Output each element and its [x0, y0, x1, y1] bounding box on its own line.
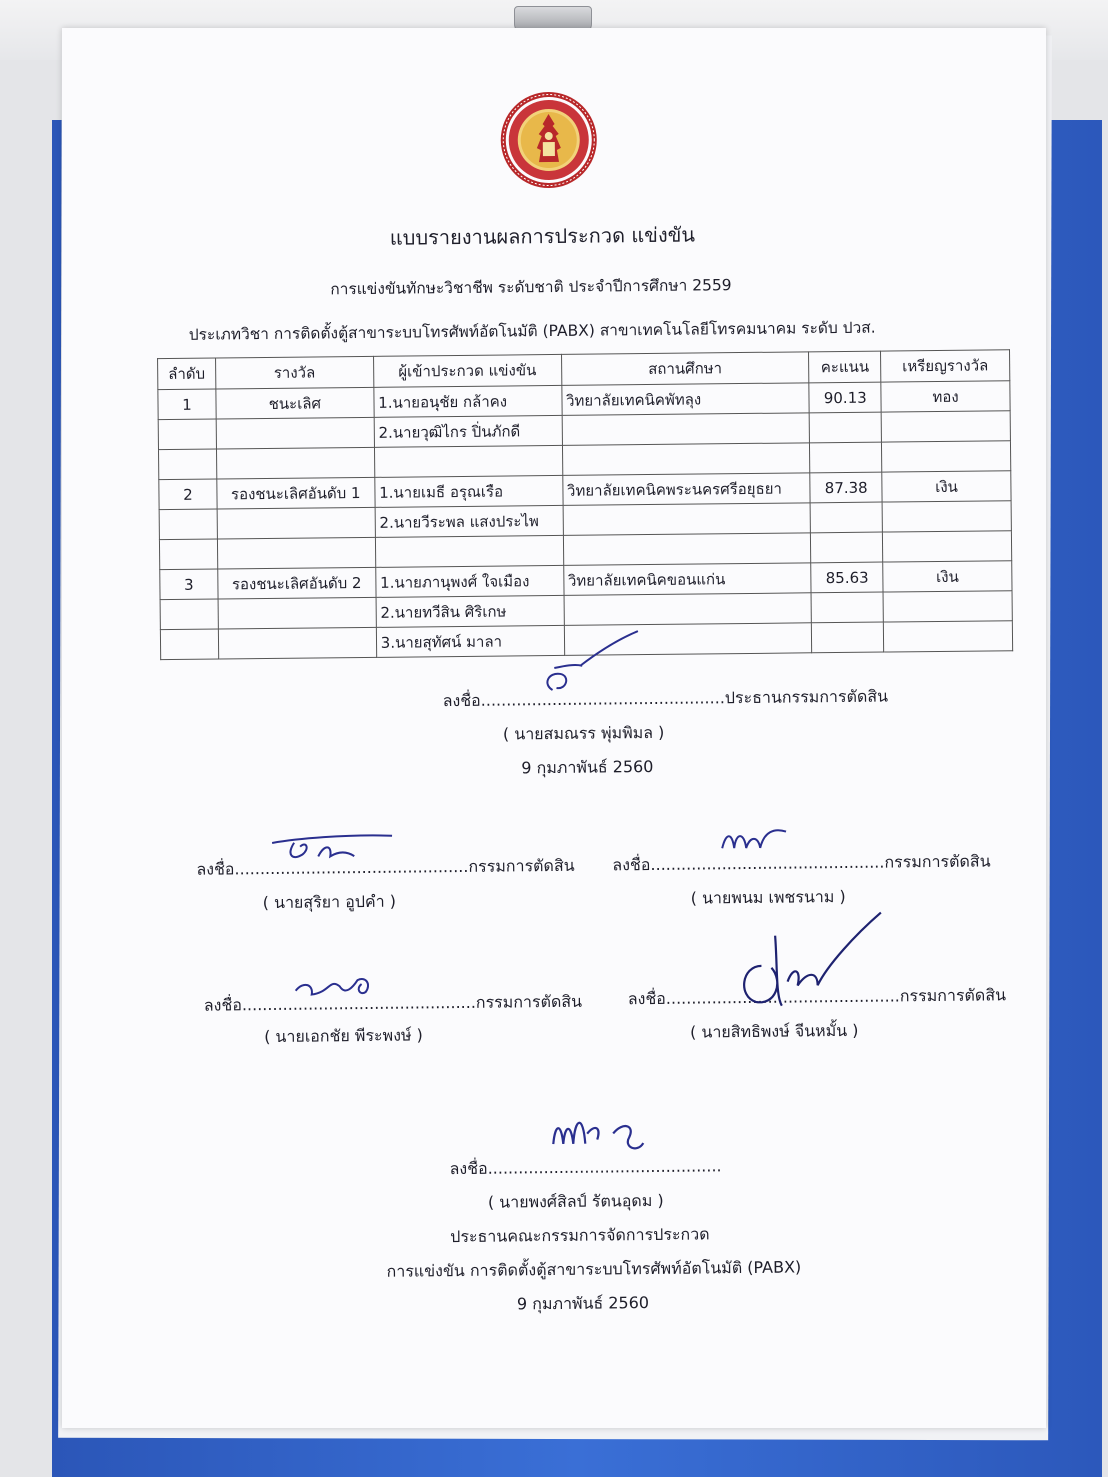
cell-award: [218, 597, 376, 629]
cell-medal: [884, 621, 1013, 652]
cell-member: 3.นายสุทัศน์ มาลา: [376, 625, 564, 657]
cell-medal: [882, 441, 1011, 472]
cell-school: วิทยาลัยเทคนิคพระนครศรีอยุธยา: [562, 473, 810, 506]
signature-dots: ..............................................: [487, 1156, 722, 1178]
sign-label: ลงชื่อ: [196, 859, 235, 879]
cell-rank: [158, 449, 216, 480]
cell-school: [562, 443, 810, 476]
cell-rank: [158, 419, 216, 450]
judge-3-signature-line: [204, 990, 582, 1019]
judge-3-name: ( นายเอกชัย พีระพงษ์ ): [264, 1025, 423, 1047]
chair-name: ( นายสมณรร พุ่มพิมล ): [502, 722, 665, 744]
cell-award: รองชนะเลิศอันดับ 1: [217, 477, 375, 509]
results-table: [157, 349, 1013, 660]
cell-rank: 1: [158, 389, 216, 420]
cell-award: [218, 627, 376, 659]
cell-member: 1.นายอนุชัย กล้าคง: [374, 385, 562, 417]
cell-medal: [883, 531, 1012, 562]
cell-rank: 2: [159, 479, 217, 510]
judge-3-signature-icon: [289, 966, 379, 1007]
chair-signature-icon: [534, 627, 645, 708]
cell-rank: [160, 629, 218, 660]
cell-school: [562, 413, 810, 446]
cell-award: [216, 417, 374, 449]
cell-score: [811, 592, 883, 623]
cell-school: [563, 503, 811, 536]
cell-medal: [881, 411, 1010, 442]
report-title: แบบรายงานผลการประกวด แข่งขัน: [389, 222, 696, 250]
judge-2-role: กรรมการตัดสิน: [884, 851, 991, 872]
cell-score: [810, 442, 882, 473]
judge-4-signature-icon: [731, 904, 892, 1016]
cell-member: 2.นายวุฒิไกร ปิ่นภักดี: [374, 415, 562, 447]
cell-award: รองชนะเลิศอันดับ 2: [218, 567, 376, 599]
cell-rank: [160, 599, 218, 630]
cell-score: [810, 502, 882, 533]
signature-dots: ..............................................: [665, 986, 900, 1008]
cell-score: [811, 532, 883, 563]
chair-date: 9 กุมภาพันธ์ 2560: [521, 756, 654, 778]
cell-member: [375, 535, 563, 567]
cell-medal: ทอง: [881, 381, 1010, 412]
cell-medal: เงิน: [882, 471, 1011, 502]
header-school: สถานศึกษา: [561, 352, 809, 386]
header-medal: เหรียญรางวัล: [881, 350, 1010, 382]
sign-label: ลงชื่อ: [449, 1158, 488, 1179]
organizer-event: การแข่งขัน การติดตั้งตู้สาขาระบบโทรศัพท์อัตโนมัติ (PABX): [386, 1257, 802, 1281]
cell-rank: [159, 539, 217, 570]
judge-2-name: ( นายพนม เพชรนาม ): [690, 886, 846, 908]
institution-seal-icon: [498, 90, 599, 191]
judge-1-role: กรรมการตัดสิน: [468, 855, 575, 876]
signature-dots: ..............................................: [650, 852, 885, 875]
cell-score: [812, 622, 884, 653]
cell-school: วิทยาลัยเทคนิคขอนแก่น: [563, 563, 811, 596]
sign-label: ลงชื่อ: [442, 690, 481, 711]
cell-award: [217, 507, 375, 539]
cell-member: 1.นายภานุพงศ์ ใจเมือง: [375, 565, 563, 597]
cell-score: 90.13: [809, 382, 881, 413]
cell-rank: 3: [160, 569, 218, 600]
competition-subtitle: การแข่งขันทักษะวิชาชีพ ระดับชาติ ประจำปีการศึกษา 2559: [330, 276, 732, 299]
judge-1-name: ( นายสุริยา อูปคำ ): [262, 891, 397, 913]
cell-medal: เงิน: [883, 561, 1012, 592]
cell-rank: [159, 509, 217, 540]
header-rank: ลำดับ: [158, 358, 216, 390]
document-page: [62, 28, 1046, 1428]
cell-member: [374, 445, 562, 477]
header-award: รางวัล: [215, 356, 373, 389]
judge-2-signature-line: [612, 849, 990, 878]
category-line: ประเภทวิชา การติดตั้งตู้สาขาระบบโทรศัพท์อัตโนมัติ (PABX) สาขาเทคโนโลยีโทรคมนาคม ระดับ ปวส.: [188, 318, 876, 344]
cell-score: 87.38: [810, 472, 882, 503]
cell-member: 2.นายวีระพล แสงประไพ: [375, 505, 563, 537]
signature-dots: ..............................................: [241, 992, 476, 1015]
cell-award: [216, 447, 374, 479]
organizer-name: ( นายพงศ์สิลป์ รัตนอุดม ): [487, 1190, 664, 1212]
cell-score: [809, 412, 881, 443]
judge-3-role: กรรมการตัดสิน: [475, 991, 583, 1012]
judge-1-signature-icon: [266, 830, 396, 871]
sign-label: ลงชื่อ: [203, 995, 243, 1015]
cell-award: ชนะเลิศ: [216, 387, 374, 419]
organizer-signature-icon: [545, 1103, 656, 1164]
header-contestant: ผู้เข้าประกวด แข่งขัน: [373, 354, 561, 387]
chair-signature-line: [443, 685, 889, 715]
header-score: คะแนน: [809, 351, 881, 383]
cell-school: วิทยาลัยเทคนิคพัทลุง: [561, 383, 809, 416]
judge-2-signature-icon: [716, 821, 796, 862]
organizer-role: ประธานคณะกรรมการจัดการประกวด: [450, 1224, 710, 1247]
cell-member: 1.นายเมธี อรุณเรือ: [375, 475, 563, 507]
signature-dots: ................................................: [480, 688, 725, 710]
cell-medal: [882, 501, 1011, 532]
chair-role: ประธานกรรมการตัดสิน: [724, 686, 889, 708]
sign-label: ลงชื่อ: [612, 855, 651, 875]
judge-4-role: กรรมการตัดสิน: [899, 985, 1007, 1006]
cell-award: [217, 537, 375, 569]
signature-dots: ..............................................: [234, 856, 469, 879]
cell-school: [564, 593, 812, 626]
cell-score: 85.63: [811, 562, 883, 593]
cell-medal: [883, 591, 1012, 622]
organizer-date: 9 กุมภาพันธ์ 2560: [516, 1293, 650, 1314]
cell-member: 2.นายทวีสิน ศิริเกษ: [376, 595, 564, 627]
sign-label: ลงชื่อ: [627, 988, 666, 1009]
cell-school: [563, 533, 811, 566]
judge-4-name: ( นายสิทธิพงษ์ จีนหมั้น ): [690, 1020, 859, 1042]
